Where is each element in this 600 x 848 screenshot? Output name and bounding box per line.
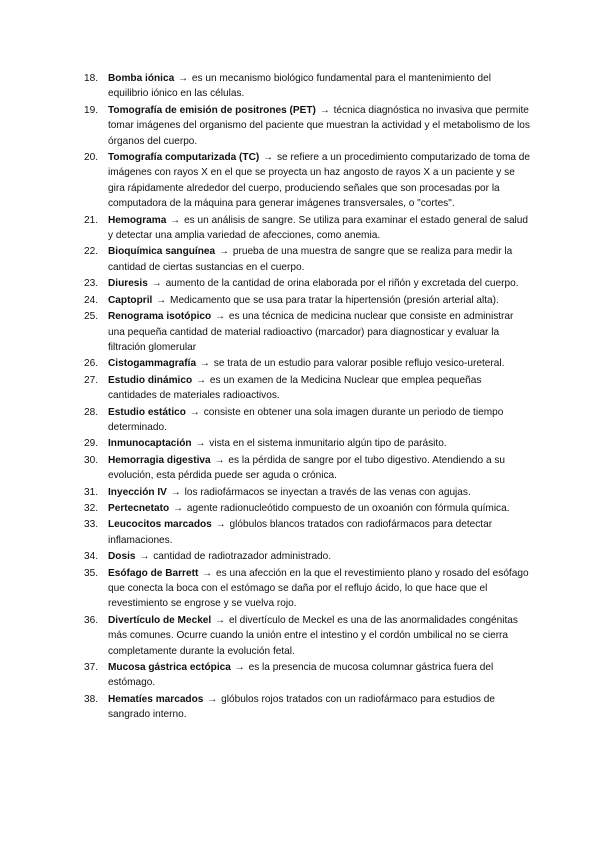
entry-number: 38. bbox=[84, 693, 99, 705]
entry-term: Bioquímica sanguínea bbox=[108, 246, 216, 258]
arrow-icon: → bbox=[263, 152, 274, 164]
glossary-entry bbox=[0, 356, 600, 371]
entry-number: 35. bbox=[84, 567, 99, 579]
entry-number: 24. bbox=[84, 294, 99, 306]
glossary-entry bbox=[0, 549, 600, 564]
entry-term: Divertículo de Meckel bbox=[108, 614, 212, 626]
entry-term: Hematíes marcados bbox=[108, 693, 204, 705]
entry-definition: técnica diagnóstica no invasiva que permite tomar imágenes del organismo del paciente que muestran la actividad y el metabolismo de los órganos del cuerpo. bbox=[108, 104, 530, 147]
arrow-icon: → bbox=[214, 454, 225, 466]
entry-definition: es un análisis de sangre. Se utiliza para examinar el estado general de salud y detectar una amplia variedad de afecciones, como anemia. bbox=[108, 214, 529, 242]
entry-term: Inyección IV bbox=[108, 486, 167, 498]
entry-number: 32. bbox=[84, 502, 99, 514]
entry-definition: es un examen de la Medicina Nuclear que emplea pequeñas cantidades de materiales radioactivos. bbox=[108, 374, 482, 402]
arrow-icon: → bbox=[189, 406, 200, 418]
entry-number: 36. bbox=[84, 614, 99, 626]
glossary-entry bbox=[0, 613, 600, 659]
arrow-icon: → bbox=[199, 358, 210, 370]
arrow-icon: → bbox=[170, 214, 181, 226]
arrow-icon: → bbox=[215, 519, 226, 531]
glossary-entry bbox=[0, 244, 600, 275]
arrow-icon: → bbox=[170, 486, 181, 498]
glossary-list bbox=[0, 71, 600, 723]
arrow-icon: → bbox=[151, 278, 162, 290]
entry-term: Captopril bbox=[108, 294, 153, 306]
arrow-icon: → bbox=[178, 73, 189, 84]
entry-definition: cantidad de radiotrazador administrado. bbox=[153, 551, 332, 563]
glossary-entry bbox=[0, 517, 600, 548]
entry-number: 37. bbox=[84, 662, 99, 674]
arrow-icon: → bbox=[156, 294, 167, 306]
glossary-entry bbox=[0, 276, 600, 291]
arrow-icon: → bbox=[234, 662, 245, 674]
glossary-entry bbox=[0, 566, 600, 612]
glossary-entry bbox=[0, 71, 600, 102]
entry-definition: el divertículo de Meckel es una de las anormalidades congénitas más comunes. Ocurre cuando la unión entre el intestino y el cordón umbilical no se cierra completamente durante la evolución fetal. bbox=[108, 614, 518, 657]
arrow-icon: → bbox=[202, 567, 213, 579]
entry-term: Bomba iónica bbox=[108, 73, 175, 84]
arrow-icon: → bbox=[195, 374, 207, 386]
glossary-entry bbox=[0, 485, 600, 500]
entry-term: Hemorragia digestiva bbox=[108, 454, 211, 466]
entry-term: Esófago de Barrett bbox=[108, 567, 199, 579]
entry-definition: glóbulos blancos tratados con radiofármacos para detectar inflamaciones. bbox=[108, 519, 493, 546]
entry-term: Hemograma bbox=[108, 214, 167, 226]
entry-term: Renograma isotópico bbox=[108, 311, 212, 323]
entry-definition: agente radionucleótido compuesto de un oxoanión con fórmula química. bbox=[186, 502, 510, 514]
entry-number: 19. bbox=[84, 104, 99, 116]
arrow-icon: → bbox=[139, 551, 150, 563]
glossary-entry bbox=[0, 213, 600, 244]
entry-definition: aumento de la cantidad de orina elaborada por el riñón y excretada del cuerpo. bbox=[165, 278, 519, 290]
glossary-entry bbox=[0, 373, 600, 404]
entry-term: Estudio estático bbox=[108, 406, 186, 418]
glossary-entry bbox=[0, 660, 600, 691]
glossary-entry bbox=[0, 103, 600, 149]
entry-number: 27. bbox=[84, 374, 99, 386]
entry-definition: vista en el sistema inmunitario algún tipo de parásito. bbox=[209, 438, 447, 450]
glossary-entry bbox=[0, 436, 600, 451]
entry-definition: es una afección en la que el revestimiento plano y rosado del esófago que conecta la boca con el estómago se daña por el reflujo ácido, lo que hace que el revestimiento se engrose y se vuelva rojo. bbox=[108, 567, 529, 610]
entry-definition: glóbulos rojos tratados con un radiofármaco para estudios de sangrado interno. bbox=[108, 693, 495, 721]
entry-term: Inmunocaptación bbox=[108, 438, 192, 450]
glossary-entry bbox=[0, 309, 600, 355]
entry-term: Pertecnetato bbox=[108, 502, 170, 514]
entry-number: 28. bbox=[84, 406, 99, 418]
entry-definition: consiste en obtener una sola imagen durante un periodo de tiempo determinado. bbox=[108, 406, 504, 433]
glossary-entry bbox=[0, 501, 600, 516]
entry-term: Estudio dinámico bbox=[108, 374, 193, 386]
entry-number: 31. bbox=[84, 486, 99, 498]
entry-term: Dosis bbox=[108, 551, 136, 563]
entry-number: 20. bbox=[84, 152, 99, 164]
entry-definition: Medicamento que se usa para tratar la hipertensión (presión arterial alta). bbox=[170, 294, 499, 306]
entry-definition: es la pérdida de sangre por el tubo digestivo. Atendiendo a su evolución, esta pérdida puede ser aguda o crónica. bbox=[108, 454, 506, 482]
arrow-icon: → bbox=[218, 246, 230, 258]
entry-definition: prueba de una muestra de sangre que se realiza para medir la cantidad de ciertas sustancias en el cuerpo. bbox=[108, 246, 513, 273]
glossary-entry bbox=[0, 453, 600, 484]
entry-definition: se refiere a un procedimiento computarizado de toma de imágenes con rayos X en el que se proyecta un haz angosto de rayos X a un paciente y se gira rápidamente alrededor del cuerpo, produciendo señales que son procesadas por la computadora de la máquina para generar imágenes transversales, o "cortes". bbox=[108, 152, 531, 210]
entry-term: Cistogammagrafía bbox=[108, 358, 197, 370]
arrow-icon: → bbox=[215, 614, 226, 626]
entry-definition: los radiofármacos se inyectan a través de las venas con agujas. bbox=[184, 486, 471, 498]
entry-number: 33. bbox=[84, 519, 99, 531]
entry-number: 23. bbox=[84, 278, 99, 290]
entry-number: 34. bbox=[84, 551, 99, 563]
entry-definition: es un mecanismo biológico fundamental para el mantenimiento del equilibrio iónico en las células. bbox=[108, 73, 491, 100]
entry-term: Tomografía de emisión de positrones (PET) bbox=[108, 104, 316, 116]
entry-term: Diuresis bbox=[108, 278, 148, 290]
entry-term: Tomografía computarizada (TC) bbox=[108, 152, 260, 164]
entry-term: Mucosa gástrica ectópica bbox=[108, 662, 231, 674]
glossary-entry bbox=[0, 692, 600, 723]
entry-number: 21. bbox=[84, 214, 99, 226]
entry-definition: es una técnica de medicina nuclear que consiste en administrar una pequeña cantidad de material radioactivo (marcador) para diagnosticar y evaluar la filtración glomerular bbox=[108, 311, 514, 353]
entry-number: 30. bbox=[84, 454, 99, 466]
arrow-icon: → bbox=[172, 502, 184, 514]
entry-number: 22. bbox=[84, 246, 99, 258]
arrow-icon: → bbox=[319, 104, 330, 116]
entry-definition: se trata de un estudio para valorar posible reflujo vesico-ureteral. bbox=[213, 358, 505, 370]
arrow-icon: → bbox=[207, 693, 218, 705]
entry-definition: es la presencia de mucosa columnar gástrica fuera del estómago. bbox=[108, 662, 494, 689]
entry-number: 18. bbox=[84, 73, 99, 84]
entry-number: 26. bbox=[84, 358, 99, 370]
entry-number: 25. bbox=[84, 311, 99, 323]
glossary-entry bbox=[0, 405, 600, 436]
entry-term: Leucocitos marcados bbox=[108, 519, 212, 531]
arrow-icon: → bbox=[215, 311, 226, 323]
glossary-entry bbox=[0, 150, 600, 212]
arrow-icon: → bbox=[195, 438, 206, 450]
glossary-entry bbox=[0, 293, 600, 308]
entry-number: 29. bbox=[84, 438, 99, 450]
